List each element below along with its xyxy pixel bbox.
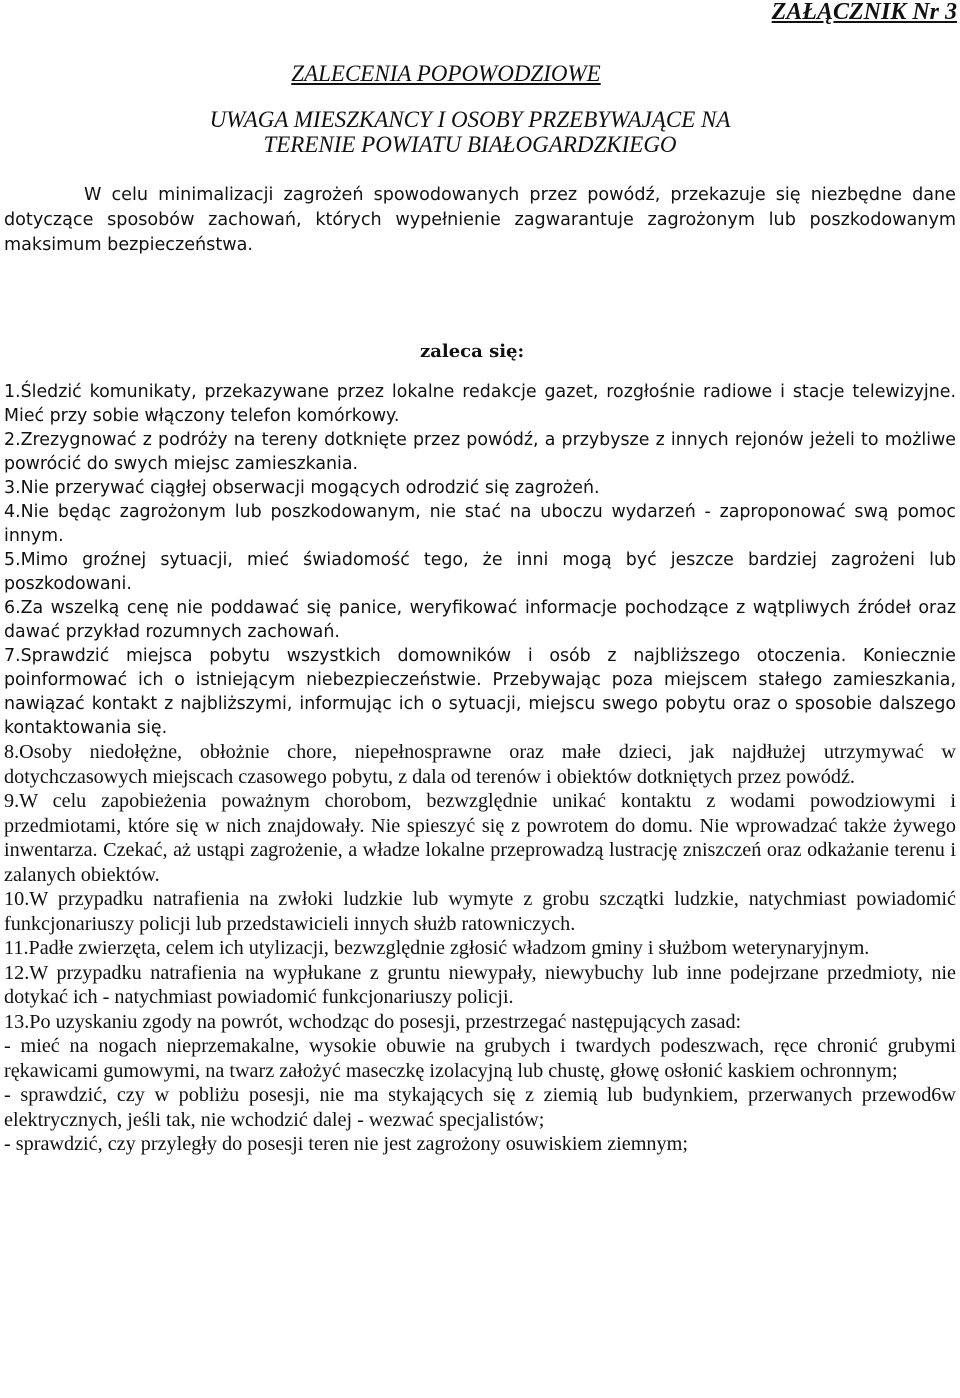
annex-label: ZAŁĄCZNIK Nr 3 (771, 0, 957, 25)
recommendation-list (4, 380, 956, 1157)
list-item-7: 7.Sprawdzić miejsca pobytu wszystkich domowników i osób z najbliższego otoczenia. Koniecznie poinformować ich o istniejącym niebezpieczeństwie. Przebywając poza miejscem stałego zamieszkania, nawiązać kontakt z najbliższymi, informując ich o sytuacji, miejscu swego pobytu oraz o sposobie dalszego kontaktowania się. (4, 646, 956, 738)
document-subtitle (0, 107, 940, 157)
list-item-8: 8.Osoby niedołężne, obłożnie chore, niepełnosprawne oraz małe dzieci, jak najdłużej utrzymywać w dotychczasowych miejscach czasowego pobytu, z dala od terenów i obiektów dotkniętych przez powódź. (4, 741, 956, 788)
list-item-13: 13.Po uzyskaniu zgody na powrót, wchodząc do posesji, przestrzegać następujących zasad: (4, 1010, 742, 1033)
sub-item-1: - mieć na nogach nieprzemakalne, wysokie obuwie na grubych i twardych podeszwach, ręce chronić grubymi rękawicami gumowymi, na twarz założyć maseczkę izolacyjną lub chustę, głowę osłonić kaskiem ochronnym; (4, 1035, 956, 1082)
list-item-12: 12.W przypadku natrafienia na wypłukane z gruntu niewypały, niewybuchy lub inne podejrzane przedmioty, nie dotykać ich - natychmiast powiadomić funkcjonariuszy policji. (4, 961, 956, 1008)
sub-item-2: - sprawdzić, czy w pobliżu posesji, nie ma stykających się z ziemią lub budynkiem, przerwanych przewod6w elektrycznych, jeśli tak, nie wchodzić dalej - wezwać specjalistów; (4, 1084, 956, 1131)
subtitle-line-2: TERENIE POWIATU BIAŁOGARDZKIEGO (263, 132, 677, 157)
subtitle-line-1: UWAGA MIESZKANCY I OSOBY PRZEBYWAJĄCE NA (209, 107, 731, 132)
list-item-11: 11.Padłe zwierzęta, celem ich utylizacji, bezwzględnie zgłosić władzom gminy i służbom weterynaryjnym. (4, 937, 870, 959)
intro-paragraph: W celu minimalizacji zagrożeń spowodowanych przez powódź, przekazuje się niezbędne dane dotyczące sposobów zachowań, których wypełnienie zagwarantuje zagrożonym lub poszkodowanym maksimum bezpieczeństwa. (4, 185, 956, 255)
list-item-2: 2.Zrezygnować z podróży na tereny dotknięte przez powódź, a przybysze z innych rejonów jeżeli to możliwe powrócić do swych miejsc zamieszkania. (4, 430, 956, 474)
list-item-6: 6.Za wszelką cenę nie poddawać się panice, weryfikować informacje pochodzące z wątpliwych źródeł oraz dawać przykład rozumnych zachowań. (4, 598, 956, 642)
list-item-10: 10.W przypadku natrafienia na zwłoki ludzkie lub wymyte z grobu szczątki ludzkie, natychmiast powiadomić funkcjonariuszy policji lub przedstawicieli innych służb ratowniczych. (4, 888, 956, 935)
sub-item-3: - sprawdzić, czy przyległy do posesji teren nie jest zagrożony osuwiskiem ziemnym; (4, 1133, 688, 1155)
document-title: ZALECENIA POPOWODZIOWE (291, 61, 601, 86)
list-item-4: 4.Nie będąc zagrożonym lub poszkodowanym, nie stać na uboczu wydarzeń - zaproponować swą pomoc innym. (4, 502, 956, 546)
list-item-3: 3.Nie przerywać ciągłej obserwacji mogących odrodzić się zagrożeń. (4, 478, 600, 498)
list-item-1: 1.Śledzić komunikaty, przekazywane przez lokalne redakcje gazet, rozgłośnie radiowe i stacje telewizyjne. Mieć przy sobie włączony telefon komórkowy. (4, 382, 956, 426)
list-item-5: 5.Mimo groźnej sytuacji, mieć świadomość tego, że inni mogą być jeszcze bardziej zagrożeni lub poszkodowani. (4, 550, 956, 594)
list-item-9: 9.W celu zapobieżenia poważnym chorobom, bezwzględnie unikać kontaktu z wodami powodziowymi i przedmiotami, które się w nich znajdowały. Nie spieszyć się z powrotem do domu. Nie wprowadzać także żywego inwentarza. Czekać, aż ustąpi zagrożenie, a władze lokalne przeprowadzą lustrację zniszczeń oraz odkażanie terenu i zalanych obiektów. (4, 790, 956, 886)
recommendation-heading: zaleca się: (420, 341, 525, 362)
